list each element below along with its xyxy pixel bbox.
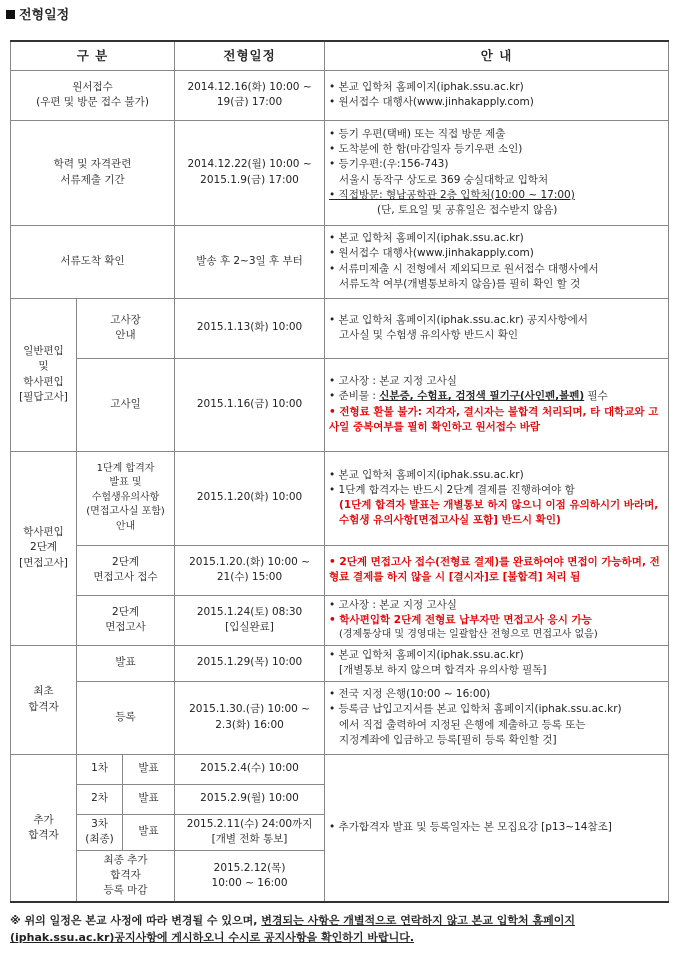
additional-final-date: 2015.2.12(목) 10:00 ~ 16:00 bbox=[175, 850, 325, 902]
bullet-square-icon bbox=[6, 10, 15, 19]
interview-label: 2단계 면접고사 bbox=[77, 595, 175, 645]
interview-date: 2015.1.24(토) 08:30 [입실완료] bbox=[175, 595, 325, 645]
additional-round-1-label: 발표 bbox=[123, 754, 175, 784]
final-announce-label: 발표 bbox=[77, 645, 175, 681]
second-stage-label: 2단계 면접고사 접수 bbox=[77, 545, 175, 595]
first-stage-date: 2015.1.20(화) 10:00 bbox=[175, 451, 325, 545]
first-stage-label: 1단계 합격자 발표 및 수험생유의사항 (면접고사실 포함) 안내 bbox=[77, 451, 175, 545]
reference-mark-icon: ※ bbox=[10, 914, 21, 927]
arrival-date: 발송 후 2~3일 후 부터 bbox=[175, 225, 325, 298]
apply-notes: • 본교 입학처 홈페이지(iphak.ssu.ac.kr) • 원서접수 대행사(www.jinhakapply.com) bbox=[325, 70, 669, 120]
header-schedule: 전형일정 bbox=[175, 41, 325, 70]
exam-room-date: 2015.1.13(화) 10:00 bbox=[175, 298, 325, 358]
additional-round-3-date: 2015.2.11(수) 24:00까지 [개별 전화 통보] bbox=[175, 814, 325, 850]
final-announce-date: 2015.1.29(목) 10:00 bbox=[175, 645, 325, 681]
apply-label: 원서접수 (우편 및 방문 접수 불가) bbox=[11, 70, 175, 120]
arrival-label: 서류도착 확인 bbox=[11, 225, 175, 298]
final-register-notes: • 전국 지정 은행(10:00 ~ 16:00) • 등록금 납입고지서를 본교 입학처 홈페이지(iphak.ssu.ac.kr) 에서 직접 출력하여 지정된 은행에 제출하고 등록 또는 지정계좌에 입금하고 등록[필히 등록 확인할 것] bbox=[325, 681, 669, 754]
header-category: 구 분 bbox=[11, 41, 175, 70]
additional-group-label: 추가 합격자 bbox=[11, 754, 77, 902]
additional-round-1-date: 2015.2.4(수) 10:00 bbox=[175, 754, 325, 784]
section-title bbox=[6, 4, 69, 23]
first-stage-notes: • 본교 입학처 홈페이지(iphak.ssu.ac.kr) • 1단계 합격자는 반드시 2단계 결제를 진행하여야 함 (1단계 합격자 발표는 개별통보 하지 않으니 이점 유의하시기 바라며, 수험생 유의사항[면접고사실 포함] 반드시 확인) bbox=[325, 451, 669, 545]
section-title-text: 전형일정 bbox=[19, 8, 70, 23]
additional-round-3-label: 발표 bbox=[123, 814, 175, 850]
exam-day-label: 고사일 bbox=[77, 358, 175, 451]
footer-notice: ※ 위의 일정은 본교 사정에 따라 변경될 수 있으며, 변경되는 사항은 개별적으로 연락하지 않고 본교 입학처 홈페이지 (iphak.ssu.ac.kr)공지사항에 게시하오니 수시로 공지사항을 확인하기 바랍니다. bbox=[10, 914, 575, 945]
additional-notes: • 추가합격자 발표 및 등록일자는 본 모집요강 [p13~14참조] bbox=[325, 754, 669, 902]
schedule-table bbox=[10, 40, 669, 903]
apply-date: 2014.12.16(화) 10:00 ~ 19(금) 17:00 bbox=[175, 70, 325, 120]
docs-label: 학력 및 자격관련 서류제출 기간 bbox=[11, 120, 175, 225]
exam-room-label: 고사장 안내 bbox=[77, 298, 175, 358]
general-group-label: 일반편입 및 학사편입 [필답고사] bbox=[11, 298, 77, 451]
arrival-notes: • 본교 입학처 홈페이지(iphak.ssu.ac.kr) • 원서접수 대행사(www.jinhakapply.com) • 서류미제출 시 전형에서 제외되므로 원서접수 대행사에서 서류도착 여부(개별통보하지 않음)를 필히 확인 할 것 bbox=[325, 225, 669, 298]
additional-round-3: 3차 (최종) bbox=[77, 814, 123, 850]
docs-notes: • 등기 우편(택배) 또는 직접 방문 제출 • 도착분에 한 함(마감일자 등기우편 소인) • 등기우편:(우:156-743) 서울시 동작구 상도로 369 숭실대학교 입학처 • 직접방문: 형남공학관 2층 입학처(10:00 ~ 17:00) (단, 토요일 및 공휴일은 접수받지 않음) bbox=[325, 120, 669, 225]
final-group-label: 최초 합격자 bbox=[11, 645, 77, 754]
docs-date: 2014.12.22(월) 10:00 ~ 2015.1.9(금) 17:00 bbox=[175, 120, 325, 225]
exam-day-notes: • 고사장 : 본교 지정 고사실 • 준비물 : 신분증, 수험표, 검정색 필기구(사인펜,볼펜) 필수 • 전형료 환불 불가: 지각자, 결시자는 불합격 처리되며, 타 대학교와 고사일 중복여부를 필히 확인하고 원서접수 바람 bbox=[325, 358, 669, 451]
second-stage-date: 2015.1.20.(화) 10:00 ~ 21(수) 15:00 bbox=[175, 545, 325, 595]
additional-round-2: 2차 bbox=[77, 784, 123, 814]
additional-round-2-label: 발표 bbox=[123, 784, 175, 814]
additional-round-2-date: 2015.2.9(월) 10:00 bbox=[175, 784, 325, 814]
second-stage-notes: • 2단계 면접고사 접수(전형료 결제)를 완료하여야 면접이 가능하며, 전형료 결제를 하지 않을 시 [결시자]로 [불합격] 처리 됨 bbox=[325, 545, 669, 595]
header-info: 안 내 bbox=[325, 41, 669, 70]
interview-notes: • 고사장 : 본교 지정 고사실 • 학사편입학 2단계 전형료 납부자만 면접고사 응시 가능 (경제통상대 및 경영대는 일괄합산 전형으로 면접고사 없음) bbox=[325, 595, 669, 645]
bachelor-group-label: 학사편입 2단계 [면접고사] bbox=[11, 451, 77, 645]
additional-round-1: 1차 bbox=[77, 754, 123, 784]
final-register-label: 등록 bbox=[77, 681, 175, 754]
exam-room-notes: • 본교 입학처 홈페이지(iphak.ssu.ac.kr) 공지사항에서 고사실 및 수험생 유의사항 반드시 확인 bbox=[325, 298, 669, 358]
exam-day-date: 2015.1.16(금) 10:00 bbox=[175, 358, 325, 451]
additional-final-label: 최종 추가 합격자 등록 마감 bbox=[77, 850, 175, 902]
final-announce-notes: • 본교 입학처 홈페이지(iphak.ssu.ac.kr) [개별통보 하지 않으며 합격자 유의사항 필독] bbox=[325, 645, 669, 681]
final-register-date: 2015.1.30.(금) 10:00 ~ 2.3(화) 16:00 bbox=[175, 681, 325, 754]
